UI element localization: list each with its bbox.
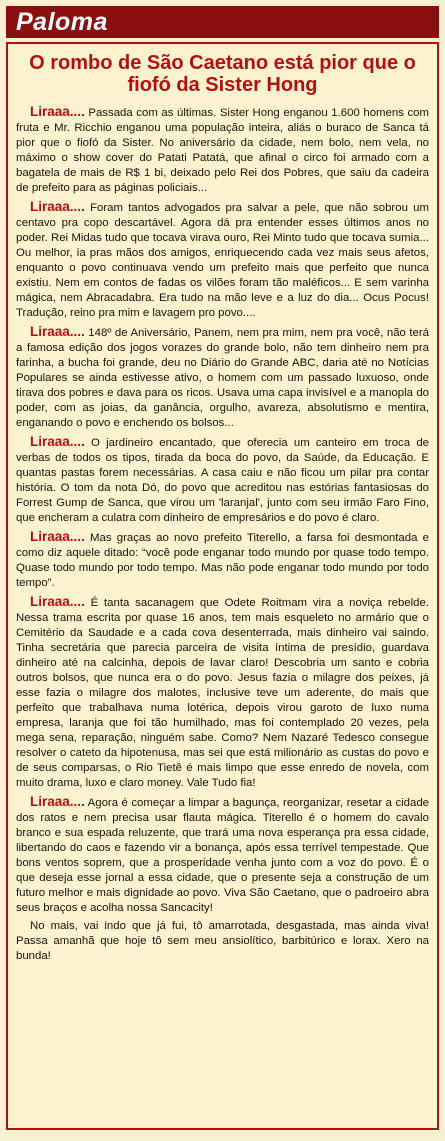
paragraph-text: O jardineiro encantado, que oferecia um canteiro em troca de verbas de todos os tipos, tirada da boca do povo, da Saúde, da Educação. E quantas pastas forem necessárias. A casa caiu e não ficou um pilar pra contar história. O tom da nota Dó, do povo que acreditou nas estórias fantasiosas do Forrest Gump de Sanca, que virou um 'laranjal', junto com seu irmão Faro Fino, que encheram a culatra com dinheiro de empresários e do povo é claro. [16, 437, 429, 524]
paragraph-lead: Liraaa.... [30, 199, 85, 214]
paragraph-text: 148º de Aniversário, Panem, nem pra mim, nem pra você, não terá a famosa edição dos jogos vorazes do grande bolo, não tem dinheiro nem pra farinha, a bucha foi grande, deu no Diário do Grande ABC, daria até no Notícias Populares se ainda estivesse ativo, o homem com um passado luxuoso, onde tirava dos pobres e dava para os ricos. Usava uma capa invisível e a manopla do poder, com as joias, da ganância, orgulho, avareza, absolutismo e mentira, enganando o povo e enchendo os bolsos... [16, 327, 430, 429]
paragraph-text: Agora é começar a limpar a bagunça, reorganizar, resetar a cidade dos ratos e nem precisa usar flauta mágica. Titerello é o homem do cavalo branco e sua espada reluzente, que trará uma nova esperança pra essa cidade, libertando do caos e fazendo vir a bonança, após essa terrível tempestade. Que bons ventos soprem, que a prosperidade venha junto com a voz do povo. É o que deseja esse jornal a essa cidade, que o presente seja a construção de um futuro melhor e mais dignidade ao povo. Viva São Caetano, que o padroeiro abra seus braços e acolha nossa Sancacity! [16, 797, 430, 914]
paragraph-lead: Liraaa.... [30, 104, 85, 119]
section-header [6, 6, 439, 38]
article-paragraph [16, 199, 429, 321]
paragraph-text: É tanta sacanagem que Odete Roitmam vira a noviça rebelde. Nessa trama escrita por quase 16 anos, tem mais esqueleto no armário que o Cemitério da Saudade e a cada cova desenterrada, mais dinheiro vai saindo. Tinha secretária que parecia parceira de visita íntima de presídio, guardava dinheiro até na calcinha, depois de lavar claro! Descobria um santo e cobria outros bolsos, que nunca era o do povo. Jesus fazia o milagre dos peixes, já esse fazia o milagre dos malotes, inclusive teve um aderente, do mais que perfeito que trabalhava numa lotérica, depois virou garoto de luxo numa empresa, laranja que foi tão humilhado, mas foi contemplado 20 vezes, pela mega sena, reparação, ninguém sabe. Como? Nem Nazaré Tedesco consegue resolver o cateto da hipotenusa, mas sei que está milionário as custas do povo e de seus comparsas, o Rio Tietê é mais limpo que esse enredo de novela, com muito drama, luxo e claro money. Vale Tudo fia! [16, 597, 430, 789]
page [0, 6, 445, 1141]
article-paragraph [16, 324, 429, 431]
article-paragraph [16, 794, 429, 916]
article-paragraph [16, 104, 429, 196]
paragraph-lead: Liraaa.... [30, 434, 85, 449]
article-paragraph [16, 529, 429, 591]
article-headline: O rombo de São Caetano está pior que o fiofó da Sister Hong [29, 52, 416, 96]
article-paragraph [16, 594, 429, 791]
article-box [6, 42, 439, 1130]
paragraph-lead: Liraaa.... [30, 324, 85, 339]
section-label: Paloma [16, 8, 108, 36]
paragraph-lead: Liraaa.... [30, 529, 85, 544]
paragraph-text: Mas graças ao novo prefeito Titerello, a farsa foi desmontada e como diz aquele ditado: “você pode enganar todo mundo por quase todo tempo. Quase todo mundo por todo tempo. Mas não pode enganar todo mundo por todo tempo”. [16, 532, 429, 589]
paragraph-text: Foram tantos advogados pra salvar a pele, que não sobrou um centavo pra copo descartável. Agora dá pra entender esses últimos anos no poder. Rei Midas tudo que tocava virava ouro, Rei Minto tudo que tocava sumia... Ou melhor, ia pras mãos dos amigos, enriquecendo cada vez mais seus afetos, enquanto o povo continuava vendo um prefeito mais que perfeito que nunca existiu. Nem em contos de fadas os vilões foram tão maléficos... E sem varinha mágica, nem Abracadabra. Era tudo na mão leve e a luz do dia... Ocus Pocus! Tradução, reino pra mim e lavagem pro povo.... [16, 202, 429, 319]
paragraph-lead: Liraaa.... [30, 594, 85, 609]
paragraph-text: Passada com as últimas. Sister Hong enganou 1.600 homens com fruta e Mr. Ricchio enganou uma população inteira, aliás o buraco de Sanca tá pior que o fiofó da Sister. No aniversário da cidade, nem bolo, nem vela, no máximo o show cover do Patati Patatá, que afinal o circo foi armado com a bagatela de mais de R$ 1 bi, deixado pelo Rei dos Pobres, que saiu da cadeira de prefeito para as páginas policiais... [16, 107, 429, 194]
article-paragraph [16, 434, 429, 526]
article-closing: No mais, vai indo que já fui, tô amarrotada, desgastada, mas ainda viva! Passa amanhã que hoje tô sem meu ansiolítico, barbitúrico e lorax. Xero na bunda! [16, 920, 429, 962]
paragraph-lead: Liraaa.... [30, 794, 85, 809]
